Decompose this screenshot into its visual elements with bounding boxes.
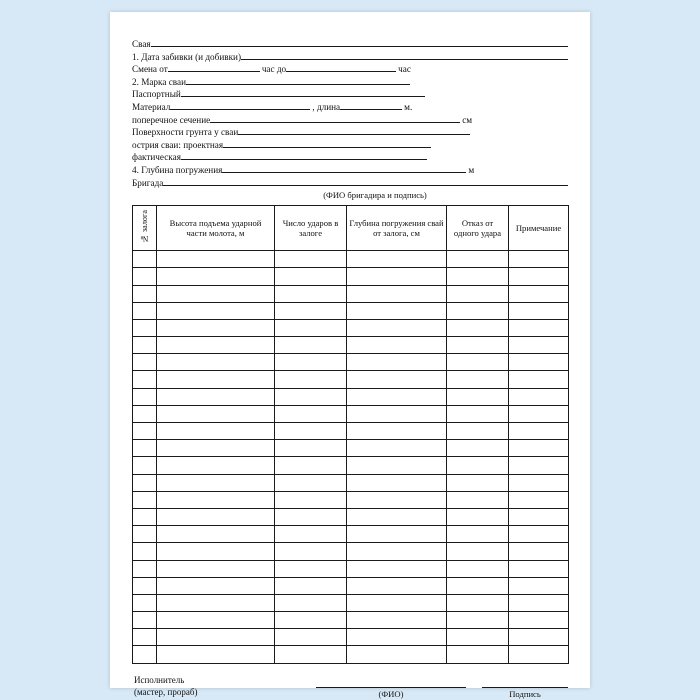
table-cell[interactable] [347, 646, 447, 663]
table-cell[interactable] [509, 251, 569, 268]
table-cell[interactable] [447, 560, 509, 577]
table-cell[interactable] [347, 491, 447, 508]
field-tail: м [468, 164, 475, 175]
table-cell[interactable] [275, 423, 347, 440]
table-cell[interactable] [133, 508, 157, 525]
table-cell[interactable] [347, 577, 447, 594]
table-cell[interactable] [275, 251, 347, 268]
table-cell[interactable] [157, 543, 275, 560]
table-cell[interactable] [157, 337, 275, 354]
field-row-passport [132, 88, 568, 101]
table-cell[interactable] [133, 268, 157, 285]
table-cell[interactable] [157, 457, 275, 474]
table-cell[interactable] [509, 371, 569, 388]
fill-rule[interactable] [186, 76, 410, 85]
table-row [133, 457, 569, 474]
table-cell[interactable] [275, 508, 347, 525]
table-cell[interactable] [509, 508, 569, 525]
col-header-hammer-lift-height: Высота подъема ударной части молота, м [157, 206, 275, 251]
table-cell[interactable] [447, 371, 509, 388]
table-row [133, 629, 569, 646]
table-cell[interactable] [157, 491, 275, 508]
table-cell[interactable] [509, 629, 569, 646]
table-cell[interactable] [275, 354, 347, 371]
table-cell[interactable] [133, 543, 157, 560]
fill-rule[interactable] [223, 139, 431, 148]
field-row-svaya [132, 38, 568, 51]
table-cell[interactable] [447, 405, 509, 422]
table-cell[interactable] [509, 474, 569, 491]
fill-rule-to[interactable] [286, 63, 396, 72]
field-label: 1. Дата забивки (и добивки) [132, 51, 242, 62]
table-cell[interactable] [447, 423, 509, 440]
table-cell[interactable] [447, 646, 509, 663]
table-row [133, 319, 569, 336]
table-cell[interactable] [509, 612, 569, 629]
table-row [133, 440, 569, 457]
table-cell[interactable] [447, 319, 509, 336]
col-header-penetration-depth: Глубина погружения свай от залога, см [347, 206, 447, 251]
field-label: Бригада [132, 177, 164, 188]
col-header-blow-count: Число ударов в залоге [275, 206, 347, 251]
table-cell[interactable] [447, 268, 509, 285]
table-cell[interactable] [157, 319, 275, 336]
field-label: 2. Марка сваи [132, 76, 187, 87]
table-cell[interactable] [157, 268, 275, 285]
field-label: Смена от [132, 64, 168, 75]
table-cell[interactable] [347, 440, 447, 457]
table-cell[interactable] [509, 646, 569, 663]
table-row [133, 560, 569, 577]
fill-rule-length[interactable] [340, 101, 402, 110]
table-cell[interactable] [447, 612, 509, 629]
fill-rule[interactable] [241, 51, 568, 60]
field-row-brigade [132, 177, 568, 190]
table-cell[interactable] [509, 594, 569, 611]
table-cell[interactable] [509, 268, 569, 285]
table-cell[interactable] [447, 337, 509, 354]
field-tail: см [462, 114, 473, 125]
field-tail: м. [404, 101, 413, 112]
table-cell[interactable] [509, 302, 569, 319]
table-cell[interactable] [157, 388, 275, 405]
table-cell[interactable] [133, 285, 157, 302]
fill-rule[interactable] [181, 88, 425, 97]
table-header-row [133, 206, 569, 251]
table-cell[interactable] [509, 354, 569, 371]
table-cell[interactable] [275, 268, 347, 285]
table-cell[interactable] [133, 302, 157, 319]
sign-line[interactable] [482, 676, 568, 688]
table-cell[interactable] [447, 594, 509, 611]
table-cell[interactable] [133, 405, 157, 422]
field-label: фактическая [132, 152, 181, 163]
table-cell[interactable] [275, 646, 347, 663]
table-row [133, 474, 569, 491]
table-cell[interactable] [133, 629, 157, 646]
table-cell[interactable] [347, 526, 447, 543]
table-cell[interactable] [275, 440, 347, 457]
table-cell[interactable] [157, 508, 275, 525]
table-cell[interactable] [275, 285, 347, 302]
sign-caption: Подпись [509, 688, 541, 699]
table-cell[interactable] [157, 371, 275, 388]
table-cell[interactable] [275, 560, 347, 577]
table-cell[interactable] [157, 594, 275, 611]
table-cell[interactable] [509, 560, 569, 577]
table-cell[interactable] [157, 526, 275, 543]
col-header-notes: Примечание [509, 206, 569, 251]
table-cell[interactable] [275, 319, 347, 336]
table-cell[interactable] [347, 508, 447, 525]
table-cell[interactable] [133, 526, 157, 543]
table-cell[interactable] [133, 354, 157, 371]
fill-rule-material[interactable] [170, 101, 310, 110]
field-row-section [132, 114, 568, 127]
table-cell[interactable] [509, 388, 569, 405]
table-cell[interactable] [509, 319, 569, 336]
table-cell[interactable] [509, 285, 569, 302]
table-cell[interactable] [347, 405, 447, 422]
table-cell[interactable] [275, 388, 347, 405]
table-cell[interactable] [133, 560, 157, 577]
field-row-tip-actual [132, 151, 568, 164]
table-cell[interactable] [509, 491, 569, 508]
table-cell[interactable] [347, 423, 447, 440]
header-fields-block [132, 38, 568, 200]
table-cell[interactable] [347, 268, 447, 285]
field-label: Свая [132, 39, 151, 49]
table-row [133, 646, 569, 663]
field-label: 4. Глубина погружения [132, 164, 223, 175]
field-row-ground-surface [132, 126, 568, 139]
table-row [133, 577, 569, 594]
sign-signature-box [482, 676, 568, 699]
field-mid-label: , длина [312, 101, 341, 112]
table-cell[interactable] [509, 457, 569, 474]
table-cell[interactable] [347, 543, 447, 560]
table-row [133, 594, 569, 611]
table-cell[interactable] [347, 371, 447, 388]
table-cell[interactable] [347, 560, 447, 577]
table-cell[interactable] [347, 285, 447, 302]
table-cell[interactable] [157, 474, 275, 491]
table-cell[interactable] [275, 474, 347, 491]
field-label: поперечное сечение [132, 114, 211, 125]
table-cell[interactable] [157, 629, 275, 646]
table-cell[interactable] [447, 285, 509, 302]
table-cell[interactable] [447, 251, 509, 268]
table-cell[interactable] [133, 440, 157, 457]
table-cell[interactable] [133, 612, 157, 629]
field-label: Поверхности грунта у сваи [132, 127, 239, 138]
table-cell[interactable] [447, 474, 509, 491]
table-row [133, 491, 569, 508]
col-header-refusal-per-blow: Отказ от одного удара [447, 206, 509, 251]
fill-rule[interactable] [181, 151, 427, 160]
table-row [133, 371, 569, 388]
table-row [133, 543, 569, 560]
table-cell[interactable] [347, 302, 447, 319]
table-cell[interactable] [157, 285, 275, 302]
table-row [133, 388, 569, 405]
table-cell[interactable] [275, 302, 347, 319]
field-tail: час [398, 64, 411, 75]
table-cell[interactable] [347, 337, 447, 354]
table-cell[interactable] [447, 302, 509, 319]
table-cell[interactable] [275, 526, 347, 543]
table-cell[interactable] [275, 371, 347, 388]
table-row [133, 285, 569, 302]
table-cell[interactable] [275, 612, 347, 629]
table-cell[interactable] [447, 457, 509, 474]
table-cell[interactable] [509, 440, 569, 457]
table-cell[interactable] [347, 474, 447, 491]
fio-line[interactable] [316, 676, 466, 688]
table-cell[interactable] [157, 560, 275, 577]
col-header-zalog-number [133, 206, 157, 251]
table-cell[interactable] [133, 491, 157, 508]
table-cell[interactable] [509, 577, 569, 594]
table-cell[interactable] [157, 354, 275, 371]
driving-log-table [132, 205, 569, 664]
fio-signature-box [316, 676, 466, 699]
table-cell[interactable] [157, 405, 275, 422]
table-cell[interactable] [509, 337, 569, 354]
field-row-pile-mark [132, 76, 568, 89]
table-cell[interactable] [133, 457, 157, 474]
table-cell[interactable] [347, 612, 447, 629]
table-row [133, 508, 569, 525]
table-cell[interactable] [347, 457, 447, 474]
fill-rule[interactable] [163, 177, 568, 186]
table-cell[interactable] [157, 646, 275, 663]
executor-role-line2: (мастер, прораб) [134, 686, 198, 697]
executor-role [132, 674, 197, 698]
col-header-text: № залога [140, 210, 149, 244]
signature-lines [197, 674, 568, 699]
table-row [133, 337, 569, 354]
fio-caption: (ФИО) [378, 688, 404, 699]
table-cell[interactable] [447, 526, 509, 543]
field-label: Паспортный [132, 89, 181, 100]
table-row [133, 302, 569, 319]
fill-rule[interactable] [238, 126, 470, 135]
table-cell[interactable] [275, 337, 347, 354]
table-cell[interactable] [157, 440, 275, 457]
table-row [133, 251, 569, 268]
table-cell[interactable] [447, 577, 509, 594]
table-cell[interactable] [447, 508, 509, 525]
table-cell[interactable] [509, 526, 569, 543]
table-cell[interactable] [133, 388, 157, 405]
table-cell[interactable] [347, 251, 447, 268]
table-cell[interactable] [133, 577, 157, 594]
table-cell[interactable] [447, 440, 509, 457]
table-cell[interactable] [509, 423, 569, 440]
table-cell[interactable] [157, 577, 275, 594]
table-cell[interactable] [447, 388, 509, 405]
table-cell[interactable] [157, 423, 275, 440]
table-row [133, 423, 569, 440]
fill-rule[interactable] [151, 38, 568, 47]
table-row [133, 354, 569, 371]
table-cell[interactable] [275, 457, 347, 474]
table-cell[interactable] [509, 543, 569, 560]
signature-block [132, 674, 568, 699]
table-cell[interactable] [275, 543, 347, 560]
table-cell[interactable] [133, 423, 157, 440]
form-sheet [132, 38, 568, 699]
field-row-material [132, 101, 568, 114]
table-cell[interactable] [133, 319, 157, 336]
executor-role-line1: Исполнитель [134, 674, 185, 685]
table-cell[interactable] [447, 491, 509, 508]
brigade-caption: (ФИО бригадира и подпись) [323, 190, 427, 201]
table-row [133, 612, 569, 629]
table-cell[interactable] [347, 629, 447, 646]
table-row [133, 526, 569, 543]
table-cell[interactable] [157, 612, 275, 629]
table-cell[interactable] [133, 337, 157, 354]
table-cell[interactable] [133, 646, 157, 663]
table-cell[interactable] [347, 319, 447, 336]
table-cell[interactable] [347, 354, 447, 371]
table-cell[interactable] [275, 577, 347, 594]
field-mid-label: час до [261, 64, 287, 75]
field-row-shift [132, 63, 568, 76]
table-cell[interactable] [275, 405, 347, 422]
table-body [133, 251, 569, 664]
field-row-depth [132, 164, 568, 177]
table-row [133, 405, 569, 422]
table-cell[interactable] [275, 491, 347, 508]
paper-page [110, 12, 590, 699]
table-cell[interactable] [447, 543, 509, 560]
table-cell[interactable] [133, 371, 157, 388]
field-label: острия сваи: проектная [132, 139, 224, 150]
table-cell[interactable] [157, 251, 275, 268]
table-cell[interactable] [133, 474, 157, 491]
fill-rule[interactable] [222, 164, 466, 173]
table-cell[interactable] [347, 388, 447, 405]
table-cell[interactable] [157, 302, 275, 319]
table-cell[interactable] [133, 251, 157, 268]
table-cell[interactable] [509, 405, 569, 422]
table-cell[interactable] [447, 629, 509, 646]
table-cell[interactable] [347, 594, 447, 611]
table-cell[interactable] [275, 594, 347, 611]
table-row [133, 268, 569, 285]
field-label: Материал [132, 101, 171, 112]
table-cell[interactable] [275, 629, 347, 646]
fill-rule-from[interactable] [168, 63, 260, 72]
fill-rule[interactable] [210, 114, 460, 123]
table-cell[interactable] [447, 354, 509, 371]
table-cell[interactable] [133, 594, 157, 611]
field-row-tip-design [132, 139, 568, 152]
field-row-date [132, 51, 568, 64]
